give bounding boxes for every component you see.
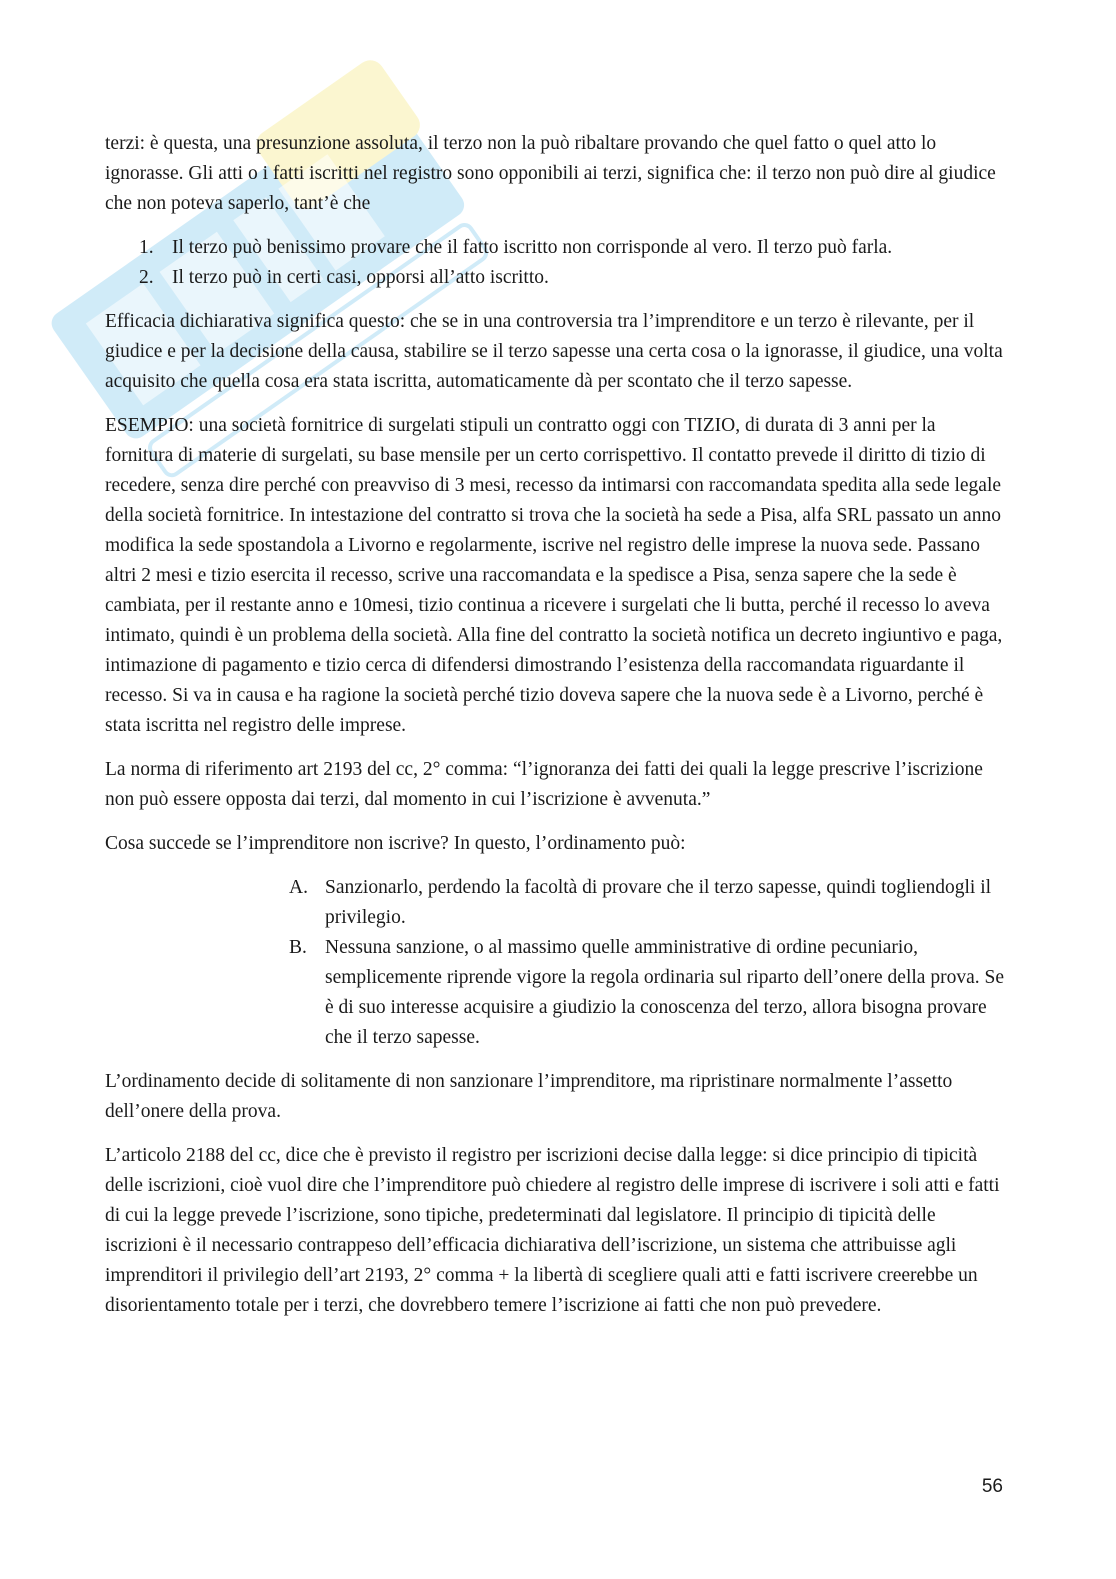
paragraph: L’ordinamento decide di solitamente di non sanzionare l’imprenditore, ma ripristinare normalmente l’assetto dell’onere della prova. [105,1071,953,1122]
document-body [105,129,1005,1335]
list-marker: B. [289,937,307,958]
list-item [105,263,1005,293]
list-item-text: Nessuna sanzione, o al massimo quelle amministrative di ordine pecuniario, semplicemente riprende vigore la regola ordinaria sul riparto dell’onere della prova. Se è di suo interesse acquisire a giudizio la conoscenza del terzo, allora bisogna provare che il terzo sapesse. [325,937,1004,1048]
list-item [289,873,1005,933]
list-item [105,233,1005,263]
page-number: 56 [981,1476,1003,1497]
paragraph: Cosa succede se l’imprenditore non iscrive? In questo, l’ordinamento può: [105,833,686,854]
paragraph: L’articolo 2188 del cc, dice che è previsto il registro per iscrizioni decise dalla legge: si dice principio di tipicità delle iscrizioni, cioè vuol dire che l’imprenditore può chiedere al registro delle imprese di iscrivere i soli atti e fatti di cui la legge prevede l’iscrizione, sono tipiche, predeterminati dal legislatore. Il principio di tipicità delle iscrizioni è il necessario contrappeso dell’efficacia dichiarativa dell’iscrizione, un sistema che attribuisse agli imprenditori il privilegio dell’art 2193, 2° comma + la libertà di scegliere quali atti e fatti iscrivere creerebbe un disorientamento totale per i terzi, che dovrebbero temere l’iscrizione ai fatti che non può prevedere. [105,1145,1000,1316]
list-marker: 2. [139,267,154,288]
paragraph: La norma di riferimento art 2193 del cc, 2° comma: “l’ignoranza dei fatti dei quali la legge prescrive l’iscrizione non può essere opposta dai terzi, dal momento in cui l’iscrizione è avvenuta.” [105,759,983,810]
numbered-list [105,233,1005,293]
list-marker: 1. [139,237,154,258]
list-item-text: Il terzo può benissimo provare che il fatto iscritto non corrisponde al vero. Il terzo può farla. [172,237,893,258]
list-marker: A. [289,877,308,898]
list-item [289,933,1005,1053]
paragraph: Efficacia dichiarativa significa questo: che se in una controversia tra l’imprenditore e un terzo è rilevante, per il giudice e per la decisione della causa, stabilire se il terzo sapesse una certa cosa o la ignorasse, il giudice, una volta acquisito che quella cosa era stata iscritta, automaticamente dà per scontato che il terzo sapesse. [105,311,1003,392]
paragraph: terzi: è questa, una presunzione assoluta, il terzo non la può ribaltare provando che quel fatto o quel atto lo ignorasse. Gli atti o i fatti iscritti nel registro sono opponibili ai terzi, significa che: il terzo non può dire al giudice che non poteva saperlo, tant’è che [105,133,996,214]
list-item-text: Il terzo può in certi casi, opporsi all’atto iscritto. [172,267,549,288]
paragraph: ESEMPIO: una società fornitrice di surgelati stipuli un contratto oggi con TIZIO, di durata di 3 anni per la fornitura di materie di surgelati, su base mensile per un certo corrispettivo. Il contatto prevede il diritto di tizio di recedere, senza dire perché con preavviso di 3 mesi, recesso da intimarsi con raccomandata spedita alla sede legale della società fornitrice. In intestazione del contratto si trova che la società ha sede a Pisa, alfa SRL passato un anno modifica la sede spostandola a Livorno e regolarmente, iscrive nel registro delle imprese la nuova sede. Passano altri 2 mesi e tizio esercita il recesso, scrive una raccomandata e la spedisce a Pisa, senza sapere che la sede è cambiata, per il restante anno e 10mesi, tizio continua a ricevere i surgelati che li butta, perché il recesso lo aveva intimato, quindi è un problema della società. Alla fine del contratto la società notifica un decreto ingiuntivo e paga, intimazione di pagamento e tizio cerca di difendersi dimostrando l’esistenza della raccomandata riguardante il recesso. Si va in causa e ha ragione la società perché tizio doveva sapere che la nuova sede è a Livorno, perché è stata iscritta nel registro delle imprese. [105,415,1003,736]
lettered-list [289,873,1005,1053]
list-item-text: Sanzionarlo, perdendo la facoltà di provare che il terzo sapesse, quindi togliendogli il privilegio. [325,877,992,928]
